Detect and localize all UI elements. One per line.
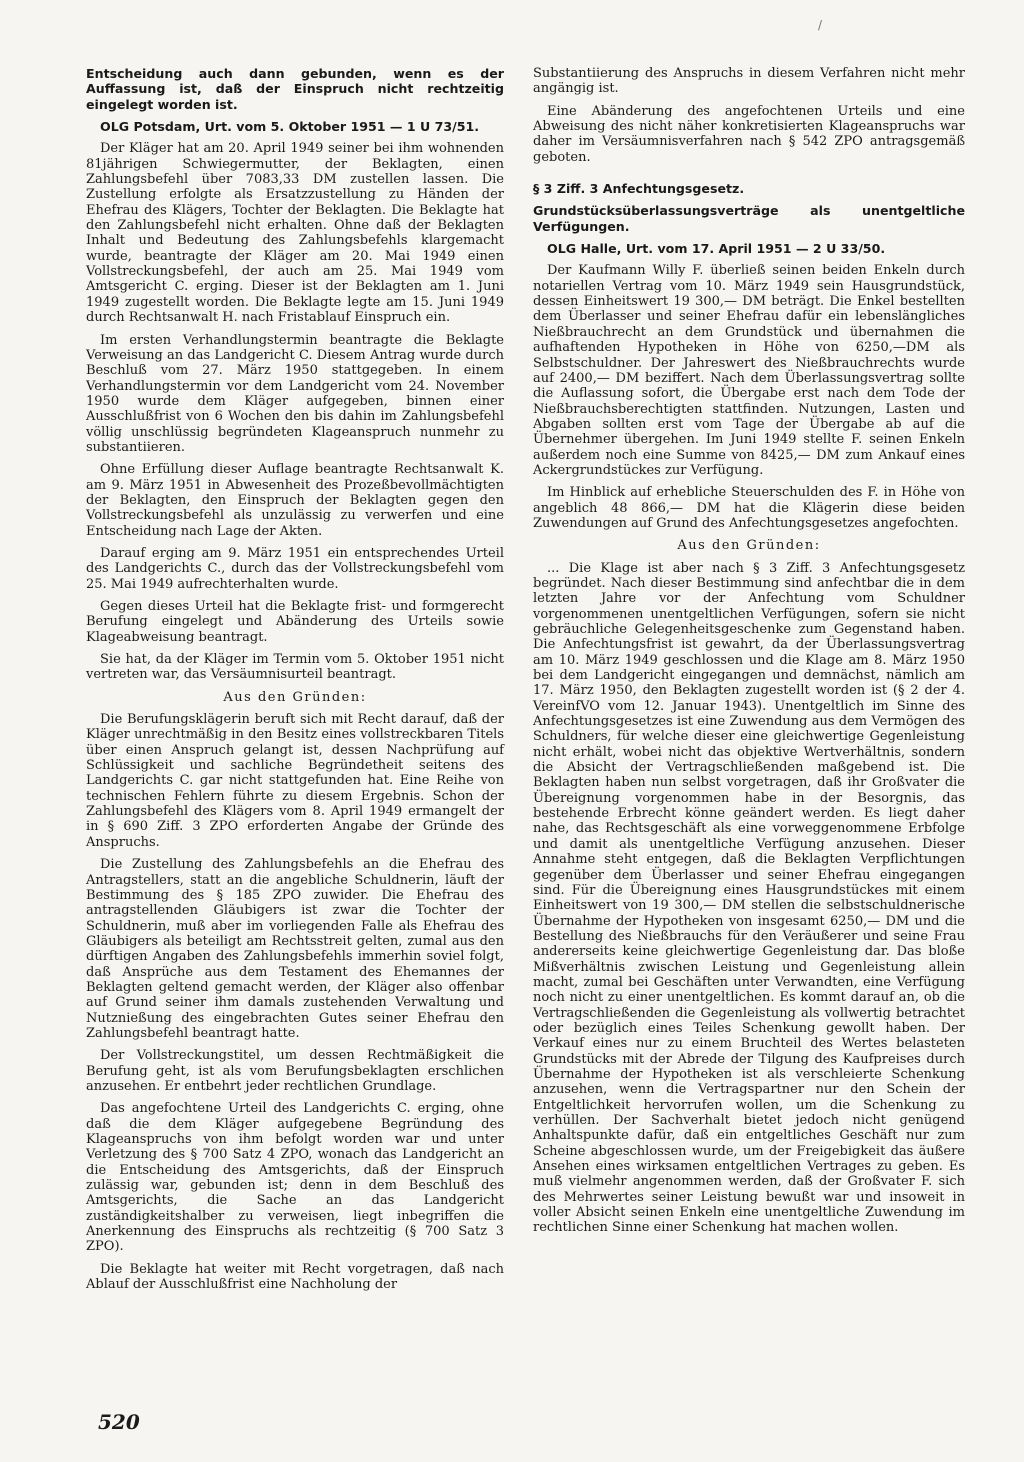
corner-mark: /: [818, 18, 823, 32]
paragraph: Eine Abänderung des angefochtenen Urteils und eine Abweisung des nicht näher konkretisierten Klageanspruchs war daher im Versäumnisverfahren nach § 542 ZPO antragsgemäß geboten.: [533, 103, 965, 165]
paragraph: Gegen dieses Urteil hat die Beklagte frist- und formgerecht Berufung eingelegt und Abänderung des Urteils sowie Klageabweisung beantragt.: [86, 599, 504, 645]
paragraph: Der Vollstreckungstitel, um dessen Rechtmäßigkeit die Berufung geht, ist als vom Berufungsbeklagten erschlichen anzusehen. Er entbehrt jeder rechtlichen Grundlage.: [86, 1048, 504, 1094]
page-number: 520: [98, 1410, 140, 1434]
paragraph: Substantiierung des Anspruchs in diesem Verfahren nicht mehr angängig ist.: [533, 66, 965, 97]
paragraph: Der Kaufmann Willy F. überließ seinen beiden Enkeln durch notariellen Vertrag vom 10. März 1949 sein Hausgrundstück, dessen Einheitswert 19 300,— DM beträgt. Die Enkel bestellten dem Überlasser und seiner Ehefrau dafür ein lebenslängliches Nießbrauchrecht an dem Grundstück und übernahmen die aufhaftenden Hypotheken in Höhe von 6250,—DM als Selbstschuldner. Der Jahreswert des Nießbrauchrechts wurde auf 2400,— DM beziffert. Nach dem Überlassungsvertrag sollte die Auflassung sofort, die Übergabe erst nach dem Tode der Nießbrauchsberechtigten stattfinden. Nutzungen, Lasten und Abgaben sollten erst vom Tage der Übergabe ab auf die Übernehmer übergehen. Im Juni 1949 stellte F. seinen Enkeln außerdem noch eine Summe von 8425,— DM zum Ankauf eines Ackergrundstückes zur Verfügung.: [533, 263, 965, 478]
left-column: [86, 66, 504, 1299]
paragraph: Die Beklagte hat weiter mit Recht vorgetragen, daß nach Ablauf der Ausschlußfrist eine Nachholung der: [86, 1261, 504, 1293]
court-reference: OLG Potsdam, Urt. vom 5. Oktober 1951 — 1 U 73/51.: [100, 119, 480, 135]
paragraph: Ohne Erfüllung dieser Auflage beantragte Rechtsanwalt K. am 9. März 1951 in Abwesenheit des Prozeßbevollmächtigten der Beklagten, den Einspruch der Beklagten gegen den Vollstreckungsbefehl als unzulässig zu verwerfen und eine Entscheidung nach Lage der Akten.: [86, 462, 504, 539]
right-column: [533, 66, 965, 1243]
paragraph: Sie hat, da der Kläger im Termin vom 5. Oktober 1951 nicht vertreten war, das Versäumnisurteil beantragt.: [86, 652, 504, 683]
intro-heading: Entscheidung auch dann gebunden, wenn es der Auffassung ist, daß der Einspruch nicht rechtzeitig eingelegt worden ist.: [86, 66, 504, 112]
section-heading: Grundstücksüberlassungsverträge als unentgeltliche Verfügungen.: [533, 203, 965, 234]
section-reference: § 3 Ziff. 3 Anfechtungsgesetz.: [533, 181, 745, 197]
reasons-heading: Aus den Gründen:: [677, 538, 821, 554]
reasons-heading: Aus den Gründen:: [223, 689, 367, 705]
paragraph: Im ersten Verhandlungstermin beantragte die Beklagte Verweisung an das Landgericht C. Diesem Antrag wurde durch Beschluß vom 27. März 1950 stattgegeben. In einem Verhandlungstermin vor dem Landgericht vom 24. November 1950 wurde dem Kläger aufgegeben, binnen einer Ausschlußfrist von 6 Wochen den bis dahin im Zahlungsbefehl völlig unschlüssig begründeten Klageanspruch nunmehr zu substantiieren.: [86, 332, 504, 455]
paragraph: Das angefochtene Urteil des Landgerichts C. erging, ohne daß die dem Kläger aufgegebene Begründung des Klageanspruchs von ihm befolgt worden war und unter Verletzung des § 700 Satz 4 ZPO, wonach das Landgericht an die Entscheidung des Amtsgerichts, daß der Einspruch zulässig war, gebunden ist; denn in dem Beschluß des Amtsgerichts, die Sache an das Landgericht zuständigkeitshalber zu verweisen, liegt inbegriffen die Anerkennung des Einspruchs als rechtzeitig (§ 700 Satz 3 ZPO).: [86, 1101, 504, 1255]
paragraph: Der Kläger hat am 20. April 1949 seiner bei ihm wohnenden 81jährigen Schwiegermutter, der Beklagten, einen Zahlungsbefehl über 7083,33 DM zustellen lassen. Die Zustellung erfolgte als Ersatzzustellung zu Händen der Ehefrau des Klägers, Tochter der Beklagten. Die Beklagte hat den Zahlungsbefehl nicht erhalten. Ohne daß der Beklagten Inhalt und Bedeutung des Zahlungsbefehls klargemacht wurde, beantragte der Kläger am 20. Mai 1949 einen Vollstreckungsbefehl, der auch am 25. Mai 1949 vom Amtsgericht C. erging. Dieser ist der Beklagten am 1. Juni 1949 zugestellt worden. Die Beklagte legte am 15. Juni 1949 durch Rechtsanwalt H. nach Fristablauf Einspruch ein.: [86, 141, 504, 326]
paragraph: ... Die Klage ist aber nach § 3 Ziff. 3 Anfechtungsgesetz begründet. Nach dieser Bestimmung sind anfechtbar die in dem letzten Jahre vor der Anfechtung vom Schuldner vorgenommenen unentgeltlichen Verfügungen, sofern sie nicht gebräuchliche Gelegenheitsgeschenke zum Gegenstand haben. Die Anfechtungsfrist ist gewahrt, da der Überlassungsvertrag am 10. März 1949 geschlossen und die Klage am 8. März 1950 bei dem Landgericht eingegangen und demnächst, nämlich am 17. März 1950, den Beklagten zugestellt worden ist (§ 2 der 4. VereinfVO vom 12. Januar 1943). Unentgeltlich im Sinne des Anfechtungsgesetzes ist eine Zuwendung aus dem Vermögen des Schuldners, für welche dieser eine gleichwertige Gegenleistung nicht erhält, wobei nicht das objektive Wertverhältnis, sondern die Absicht der Vertragschließenden maßgebend ist. Die Beklagten haben nun selbst vorgetragen, daß ihr Großvater die Übereignung vorgenommen habe in der Besorgnis, das bestehende Erbrecht könne geändert werden. Es liegt daher nahe, das Rechtsgeschäft als eine vorweggenommene Erbfolge und damit als unentgeltliche Verfügung anzusehen. Dieser Annahme steht entgegen, daß die Beklagten Verpflichtungen gegenüber dem Überlasser und seiner Ehefrau eingegangen sind. Für die Übereignung eines Hausgrundstückes mit einem Einheitswert von 19 300,— DM stellen die selbstschuldnerische Übernahme der Hypotheken von insgesamt 6250,— DM und die Bestellung des Nießbrauchs für den Veräußerer und seine Frau andererseits keine gleichwertige Gegenleistung dar. Das bloße Mißverhältnis zwischen Leistung und Gegenleistung allein macht, zumal bei Geschäften unter Verwandten, eine Verfügung noch nicht zu einer unentgeltlichen. Es kommt darauf an, ob die Vertragschließenden die Gegenleistung als vollwertig betrachtet oder bezüglich eines Teiles Schenkung gewollt haben. Der Verkauf eines nur zu einem Bruchteil des Wertes belasteten Grundstücks mit der Abrede der Tilgung des Kaufpreises durch Übernahme der Hypotheken ist als verschleierte Schenkung anzusehen, wenn die Vertragspartner nur den Schein der Entgeltlichkeit hervorrufen wollen, um die Schenkung zu verhüllen. Der Sachverhalt bietet jedoch nicht genügend Anhaltspunkte dafür, daß ein entgeltliches Geschäft nur zum Scheine abgeschlossen wurde, um der Freigebigkeit das äußere Ansehen eines wirksamen entgeltlichen Vertrages zu geben. Es muß vielmehr angenommen werden, daß der Großvater F. sich des Mehrwertes seiner Leistung bewußt war und insoweit in voller Absicht seinen Enkeln eine unentgeltliche Zuwendung im rechtlichen Sinne einer Schenkung hat machen wollen.: [533, 560, 965, 1236]
court-reference: OLG Halle, Urt. vom 17. April 1951 — 2 U 33/50.: [547, 241, 886, 257]
paragraph: Im Hinblick auf erhebliche Steuerschulden des F. in Höhe von angeblich 48 866,— DM hat die Klägerin diese beiden Zuwendungen auf Grund des Anfechtungsgesetzes angefochten.: [533, 485, 965, 531]
page-body: [86, 66, 966, 1406]
paragraph: Die Berufungsklägerin beruft sich mit Recht darauf, daß der Kläger unrechtmäßig in den Besitz eines vollstreckbaren Titels über einen Anspruch gelangt ist, dessen Nachprüfung auf Schlüssigkeit und sachliche Begründetheit seitens des Landgerichts C. gar nicht stattgefunden hat. Eine Reihe von technischen Fehlern führte zu diesem Ergebnis. Schon der Zahlungsbefehl des Klägers vom 8. April 1949 ermangelt der in § 690 Ziff. 3 ZPO erforderten Angabe der Gründe des Anspruchs.: [86, 712, 504, 850]
paragraph: Die Zustellung des Zahlungsbefehls an die Ehefrau des Antragstellers, statt an die angebliche Schuldnerin, läuft der Bestimmung des § 185 ZPO zuwider. Die Ehefrau des antragstellenden Gläubigers ist zwar die Tochter der Schuldnerin, muß aber im vorliegenden Falle als Ehefrau des Gläubigers als beteiligt am Rechtsstreit gelten, zumal aus den dürftigen Angaben des Zahlungsbefehls immerhin soviel folgt, daß Ansprüche aus dem Testament des Ehemannes der Beklagten geltend gemacht werden, der Kläger also offenbar auf Grund seiner ihm damals zustehenden Verwaltung und Nutznießung des eingebrachten Gutes seiner Ehefrau den Zahlungsbefehl beantragt hatte.: [86, 857, 504, 1041]
paragraph: Darauf erging am 9. März 1951 ein entsprechendes Urteil des Landgerichts C., durch das der Vollstreckungsbefehl vom 25. Mai 1949 aufrechterhalten wurde.: [86, 545, 504, 592]
